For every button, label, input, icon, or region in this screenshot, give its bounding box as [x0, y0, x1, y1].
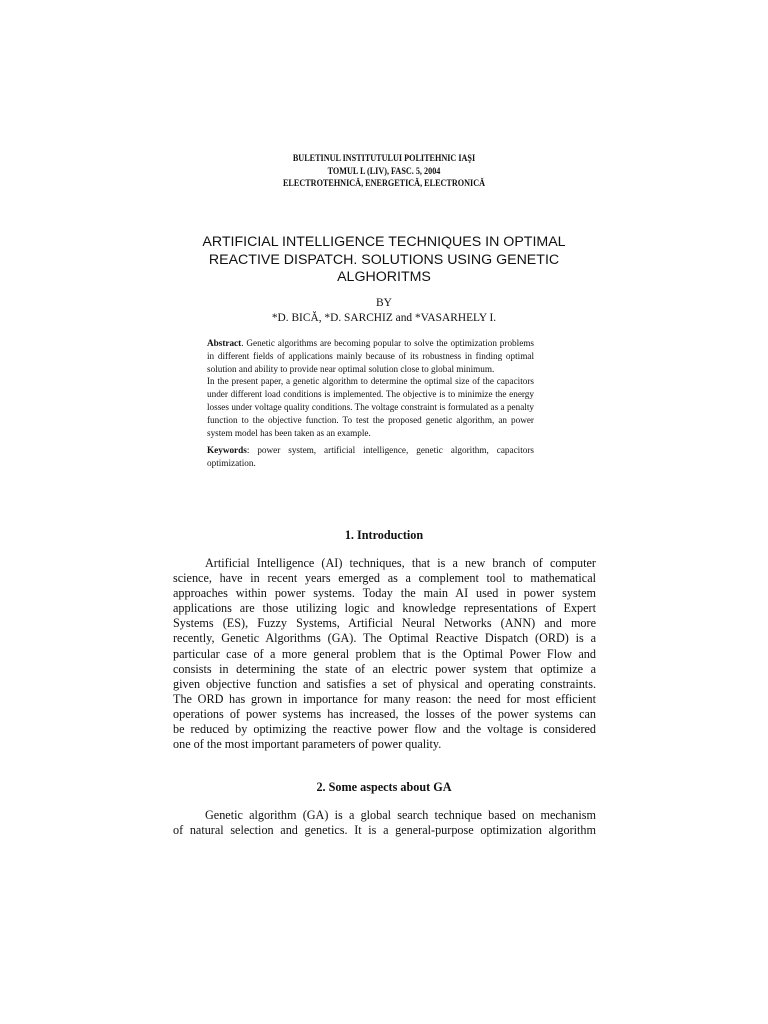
title-line-1: ARTIFICIAL INTELLIGENCE TECHNIQUES IN OPTIMAL: [202, 234, 566, 250]
body-line: one of the most important parameters of power quality.: [173, 737, 442, 752]
body-line: Artificial Intelligence (AI) techniques, that is a new branch of computer: [205, 556, 596, 570]
section-2-heading: 2. Some aspects about GA: [316, 780, 452, 794]
abstract-block: [207, 337, 534, 470]
section-1-heading: 1. Introduction: [344, 528, 424, 542]
by-label: BY: [376, 297, 392, 309]
keywords-text: : power system, artificial intelligence, genetic algorithm, capacitors optimization.: [207, 445, 534, 469]
paper-title: [190, 234, 578, 287]
keywords-paragraph: [207, 444, 534, 470]
abstract-paragraph-2: In the present paper, a genetic algorithm to determine the optimal size of the capacitors under different load conditions is implemented. The objective is to minimize the energy losses under voltage quality conditions. The voltage constraint is formulated as a penalty function to the objective function. To test the proposed genetic algorithm, an power system model has been taken as an example.: [207, 376, 534, 438]
journal-volume: TOMUL L (LIV), FASC. 5, 2004: [327, 166, 441, 177]
body-line: The ORD has grown in importance for many reason: the need for most efficient: [173, 691, 596, 706]
title-line-3: ALGHORITMS: [337, 269, 431, 285]
journal-name: BULETINUL INSTITUTULUI POLITEHNIC IAŞI: [292, 154, 476, 164]
body-line: approaches within power systems. Today the main AI used in power system: [173, 586, 596, 601]
body-line: be reduced by optimizing the reactive power flow and the voltage is considered: [173, 722, 596, 737]
body-line: science, have in recent years emerged as a complement tool to mathematical: [173, 571, 596, 586]
abstract-label: Abstract: [207, 338, 242, 348]
authors: *D. BICĂ, *D. SARCHIZ and *VASARHELY I.: [271, 310, 497, 324]
body-line: given objective function and satisfies a set of physical and operating constraints.: [173, 676, 596, 691]
abstract-text-1: . Genetic algorithms are becoming popular to solve the optimization problems in different fields of applications mainly because of its robustness in finding optimal solution and ability to provide near optimal solution close to global minimum.: [207, 338, 534, 374]
section-1-body: [173, 556, 596, 752]
journal-section: ELECTROTEHNICĂ, ENERGETICĂ, ELECTRONICĂ: [282, 179, 486, 189]
title-line-2: REACTIVE DISPATCH. SOLUTIONS USING GENETIC: [208, 251, 560, 268]
body-line: recently, Genetic Algorithms (GA). The Optimal Reactive Dispatch (ORD) is a: [173, 631, 596, 646]
body-line: particular case of a more general problem that is the Optimal Power Flow and: [173, 646, 596, 661]
section-2-body: [173, 808, 596, 838]
journal-header: [54, 153, 714, 191]
body-line: consists in determining the state of an electric power system that optimize a: [173, 661, 596, 676]
abstract-paragraph-1: [207, 337, 534, 375]
body-line: operations of power systems has increased, the losses of the power systems can: [173, 706, 596, 721]
body-line: Systems (ES), Fuzzy Systems, Artificial Neural Networks (ANN) and more: [173, 616, 596, 631]
body-line: of natural selection and genetics. It is a general-purpose optimization algorithm: [173, 823, 596, 838]
keywords-label: Keywords: [207, 445, 247, 456]
body-line: applications are those utilizing logic and knowledge representations of Expert: [173, 601, 596, 616]
body-line: Genetic algorithm (GA) is a global search technique based on mechanism: [205, 808, 596, 822]
